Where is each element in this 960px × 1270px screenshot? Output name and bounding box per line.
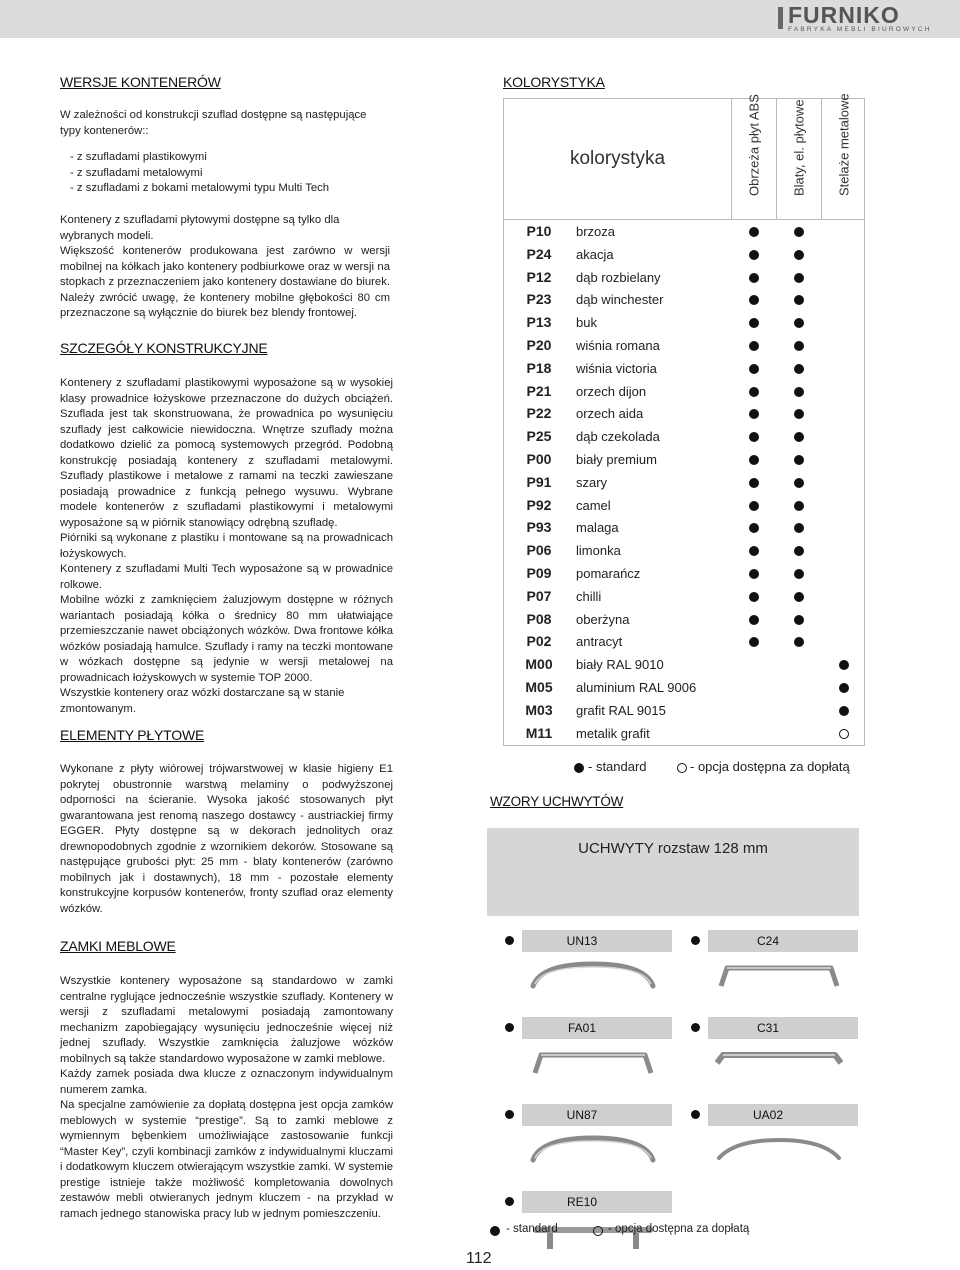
standard-dot-icon <box>794 592 804 602</box>
color-row <box>504 516 864 539</box>
color-row <box>504 494 864 517</box>
handle-code: FA01 <box>567 1021 597 1035</box>
standard-dot-icon <box>794 250 804 260</box>
standard-dot-icon <box>749 432 759 442</box>
color-legend <box>574 759 864 779</box>
color-code: P21 <box>526 382 552 399</box>
color-code: P00 <box>526 451 552 467</box>
standard-dot-icon <box>794 341 804 351</box>
page-number: 112 <box>466 1250 492 1267</box>
color-name: szary <box>576 474 608 490</box>
zamki-paragraph: Na specjalne zamówienie za dopłatą dostępna jest opcja zamków meblowych w systemie “prestige”. Są to zamki meblowe z wymiennym bębenkiem umożliwiające zastosowanie funkcji “Master Key”, czyli kombinacji zamków z indywidualnymi kluczami i dodatkowym kluczem otwierającym wszystkie zamki. W systemie prestige istnieje także możliwość kompletowania dowolnych zestawów mebli otwieranych jednym kluczem - na przykład w ramach jednego stanowiska pracy lub w jednym pomieszczeniu. <box>60 1099 393 1220</box>
szczegoly-paragraph: Wszystkie kontenery oraz wózki dostarczane są w stanie zmontowanym. <box>60 687 345 715</box>
color-code: P13 <box>526 314 552 331</box>
standard-dot-icon <box>794 295 804 305</box>
handle-code: UA02 <box>752 1108 784 1122</box>
standard-dot-icon <box>839 660 849 670</box>
section-title-kolorystyka: KOLORYSTYKA <box>503 74 605 90</box>
container-type-item: - z szufladami metalowymi <box>70 166 203 179</box>
standard-dot-icon <box>794 432 804 442</box>
color-name: dąb rozbielany <box>576 269 661 285</box>
standard-dot-icon <box>574 763 584 773</box>
color-code: P18 <box>526 359 552 376</box>
color-name: akacja <box>576 246 614 262</box>
wersje-note: Kontenery z szufladami płytowymi dostępne są tylko dla wybranych modeli. <box>60 214 340 242</box>
color-row <box>504 653 864 676</box>
handle-code: C31 <box>756 1021 779 1035</box>
elementy-body: Wykonane z płyty wiórowej trójwarstwowej w klasie higieny E1 pokrytej obustronnie warstwą melaminy o podwyższonej odporności na ścieranie. Wysoka jakość stosowanych płyt gwarantowana jest renomą naszego dostawcy - austriackiej firmy EGGER. Płyty dostępne są w dekorach jednolitych oraz drewnopodobnych zgodnie z wzornikiem dekorów. Stosowane są następujące grubości płyt: 25 mm - blaty kontenerów (zarówno mobilnych jak i dostawnych), 18 mm - pozostałe elementy konstrukcyjne korpusów kontenerów, fronty szuflad oraz elementy wózków. <box>60 763 393 915</box>
standard-dot-icon <box>794 455 804 465</box>
color-row <box>504 357 864 380</box>
color-name: malaga <box>576 520 619 536</box>
color-code: M03 <box>525 701 553 718</box>
zamki-paragraph: Wszystkie kontenery wyposażone są standardowo w zamki centralne ryglujące jednocześnie wszystkie szuflady. Kontenery w wersji z szufladami metalowymi posiadają zamontowany mechanizm zapobiegający wysunięciu jednocześnie więcej niż jednej szuflady. Wszystkie zamknięcia żaluzjowe wózków mobilnych są także standardowo wyposażone w zamki meblowe. <box>60 975 393 1065</box>
standard-dot-icon <box>794 569 804 579</box>
color-name: dąb czekolada <box>576 429 660 445</box>
color-code: P07 <box>526 587 552 604</box>
szczegoly-paragraph: Piórniki są wykonane z plastiku i montowane są na prowadnicach łożyskowych. <box>60 532 393 560</box>
standard-dot-icon <box>794 615 804 625</box>
color-name: brzoza <box>576 224 616 239</box>
standard-dot-icon <box>749 227 759 237</box>
color-code: M05 <box>525 679 553 695</box>
standard-dot-icon <box>839 683 849 693</box>
standard-dot-icon <box>749 546 759 556</box>
legend-optional: - opcja dostępna za dopłatą <box>690 759 850 774</box>
color-code: P06 <box>526 542 552 559</box>
color-row <box>504 722 864 745</box>
color-table-body <box>504 220 864 745</box>
handle-image-arch <box>529 960 657 992</box>
color-row <box>504 402 864 425</box>
standard-dot-icon <box>749 501 759 511</box>
color-name: wiśnia romana <box>576 338 660 353</box>
standard-dot-icon <box>749 455 759 465</box>
brand-tagline: FABRYKA MEBLI BIUROWYCH <box>788 26 932 33</box>
handle-code: RE10 <box>566 1195 598 1209</box>
color-row <box>504 676 864 699</box>
standard-dot-icon <box>749 295 759 305</box>
color-name: antracyt <box>576 634 623 650</box>
color-row <box>504 562 864 585</box>
standard-dot-icon <box>691 936 700 945</box>
szczegoly-paragraph: Mobilne wózki z zamknięciem żaluzjowym dostępne w różnych wariantach posiadają kółka o średnicy 80 mm ułatwiające przemieszczanie nawet obciążonych wózków. Dwa frontowe kółka wózków posiadają hamulce. Szuflady i ramy na teczki montowane w wózkach dostępne są jedynie w wersji metalowej na prowadnicach łożyskowych w systemie TOP 2000. <box>60 594 393 684</box>
standard-dot-icon <box>794 318 804 328</box>
color-row <box>504 630 864 653</box>
color-code: P93 <box>526 519 552 536</box>
wersje-intro: W zależności od konstrukcji szuflad dostępne są następujące typy kontenerów:: <box>60 109 367 137</box>
color-row <box>504 220 864 243</box>
standard-dot-icon <box>794 273 804 283</box>
section-title-uchwyty: WZORY UCHWYTÓW <box>490 794 624 809</box>
color-name: aluminium RAL 9006 <box>576 680 697 695</box>
handle-image-arch <box>529 1134 657 1166</box>
standard-dot-icon <box>794 409 804 419</box>
brand-name: FURNIKO <box>788 2 900 28</box>
standard-dot-icon <box>794 637 804 647</box>
logo-mark <box>778 7 783 29</box>
color-name: camel <box>576 497 611 513</box>
standard-dot-icon <box>505 1023 514 1032</box>
color-code: P25 <box>526 428 552 445</box>
color-code: P10 <box>526 223 552 239</box>
color-table-header <box>504 93 864 220</box>
color-name: dąb winchester <box>576 292 664 308</box>
color-row <box>504 471 864 494</box>
handles-box-title: UCHWYTY rozstaw 128 mm <box>578 840 768 857</box>
standard-dot-icon <box>749 478 759 488</box>
color-name: chilli <box>576 588 602 604</box>
color-row <box>504 243 864 266</box>
standard-dot-icon <box>749 387 759 397</box>
color-name: pomarańcz <box>576 566 641 581</box>
legend-standard: - standard <box>588 759 647 774</box>
zamki-paragraph: Każdy zamek posiada dwa klucze z oznaczonym indywidualnym numerem zamka. <box>60 1068 393 1096</box>
standard-dot-icon <box>749 637 759 647</box>
color-name: wiśnia victoria <box>576 360 657 376</box>
color-code: P24 <box>526 245 552 262</box>
standard-dot-icon <box>749 592 759 602</box>
color-name: metalik grafit <box>576 725 650 741</box>
color-code: P23 <box>526 291 552 308</box>
color-code: P12 <box>526 268 552 285</box>
standard-dot-icon <box>794 523 804 533</box>
color-row <box>504 608 864 631</box>
color-row <box>504 699 864 722</box>
color-name: oberżyna <box>576 611 630 627</box>
handles-header-box <box>487 828 859 916</box>
column-header-abs: Obrzeża płyt ABS <box>732 99 777 219</box>
color-code: P91 <box>526 473 552 490</box>
color-code: P20 <box>526 337 552 353</box>
handle-code: UN87 <box>566 1108 598 1122</box>
container-type-item: - z szufladami z bokami metalowymi typu Multi Tech <box>70 182 330 194</box>
standard-dot-icon <box>749 250 759 260</box>
section-title-elementy: ELEMENTY PŁYTOWE <box>60 727 205 743</box>
container-type-item: - z szufladami plastikowymi <box>70 151 207 163</box>
standard-dot-icon <box>749 615 759 625</box>
color-code: M11 <box>525 724 553 741</box>
standard-dot-icon <box>794 546 804 556</box>
color-row <box>504 448 864 471</box>
standard-dot-icon <box>794 501 804 511</box>
color-name: limonka <box>576 543 621 559</box>
color-row <box>504 539 864 562</box>
standard-dot-icon <box>490 1226 500 1236</box>
handle-image-bracket <box>715 960 843 992</box>
standard-dot-icon <box>794 364 804 374</box>
szczegoly-paragraph: Kontenery z szufladami Multi Tech wyposażone są w prowadnice rolkowe. <box>60 563 393 591</box>
szczegoly-body <box>60 376 393 717</box>
color-code: P92 <box>526 496 552 513</box>
handles-legend <box>490 1222 790 1240</box>
color-name: biały RAL 9010 <box>576 657 664 673</box>
zamki-body <box>60 974 393 1222</box>
standard-dot-icon <box>505 1197 514 1206</box>
brand-logo <box>778 2 932 34</box>
wersje-body: Większość kontenerów produkowana jest zarówno w wersji mobilnej na kółkach jako kontenery podbiurkowe oraz w wersji na stopkach z przeznaczeniem jako kontenery dostawiane do biurek. Należy zwrócić uwagę, że kontenery mobilne głębokości 80 cm przeznaczone są wyłącznie do biurek bez blendy frontowej. <box>60 245 390 319</box>
standard-dot-icon <box>794 227 804 237</box>
section-title-zamki: ZAMKI MEBLOWE <box>60 938 176 954</box>
color-name: grafit RAL 9015 <box>576 702 666 718</box>
standard-dot-icon <box>749 318 759 328</box>
standard-dot-icon <box>749 273 759 283</box>
handles-legend-standard: - standard <box>506 1223 558 1235</box>
handles-grid <box>487 916 859 1216</box>
handle-image-bow <box>715 1134 843 1166</box>
color-row <box>504 334 864 357</box>
color-code: P22 <box>526 405 552 422</box>
standard-dot-icon <box>749 341 759 351</box>
color-name: orzech dijon <box>576 383 647 399</box>
standard-dot-icon <box>749 523 759 533</box>
section-title-szczegoly: SZCZEGÓŁY KONSTRUKCYJNE <box>60 340 268 356</box>
standard-dot-icon <box>505 936 514 945</box>
szczegoly-paragraph: Kontenery z szufladami plastikowymi wyposażone są w wysokiej klasy prowadnice łożyskowe przeznaczone do dużych obciążeń. Szuflada jest tak skonstruowana, że prowadnica po wysunięciu szuflady jest całkowicie niewidoczna. Wnętrze szuflady można dodatkowo dzielić za pomocą systemowych przegród. Podobną konstrukcję posiadają kontenery z szufladami metalowymi. Szuflady plastikowe i metalowe z ramami na teczki zawieszane posiadają prowadnice z funkcją pełnego wysuwu. Wybrane modele kontenerów z szufladami plastikowymi i metalowymi wyposażone są w piórnik stanowiący odrębną szufladę. <box>60 377 393 529</box>
handle-image-bracket <box>529 1047 657 1079</box>
handle-code: C24 <box>756 934 779 948</box>
color-code: P08 <box>526 610 552 627</box>
column-header-blaty: Blaty, el. płytowe <box>777 99 822 219</box>
color-code: M00 <box>525 656 553 673</box>
handles-legend-optional: - opcja dostępna za dopłatą <box>608 1223 750 1235</box>
standard-dot-icon <box>794 478 804 488</box>
standard-dot-icon <box>505 1110 514 1119</box>
handle-image-flat <box>715 1047 843 1079</box>
standard-dot-icon <box>691 1110 700 1119</box>
color-table <box>503 93 865 746</box>
standard-dot-icon <box>691 1023 700 1032</box>
color-table-main-heading: kolorystyka <box>504 99 732 219</box>
section-title-wersje: WERSJE KONTENERÓW <box>60 74 221 90</box>
container-types-list <box>70 150 400 197</box>
column-header-stelaze: Stelaże metalowe <box>836 93 852 196</box>
color-code: P02 <box>526 633 552 650</box>
optional-ring-icon <box>677 763 687 773</box>
optional-ring-icon <box>593 1226 603 1236</box>
color-row <box>504 380 864 403</box>
color-row <box>504 266 864 289</box>
color-row <box>504 425 864 448</box>
standard-dot-icon <box>749 569 759 579</box>
color-code: P09 <box>526 565 552 581</box>
standard-dot-icon <box>749 364 759 374</box>
handle-code: UN13 <box>566 934 598 948</box>
standard-dot-icon <box>839 706 849 716</box>
color-name: biały premium <box>576 452 657 467</box>
color-name: buk <box>576 315 597 331</box>
standard-dot-icon <box>794 387 804 397</box>
optional-ring-icon <box>839 729 849 739</box>
color-row <box>504 311 864 334</box>
color-row <box>504 585 864 608</box>
standard-dot-icon <box>749 409 759 419</box>
color-name: orzech aida <box>576 406 644 422</box>
color-row <box>504 288 864 311</box>
